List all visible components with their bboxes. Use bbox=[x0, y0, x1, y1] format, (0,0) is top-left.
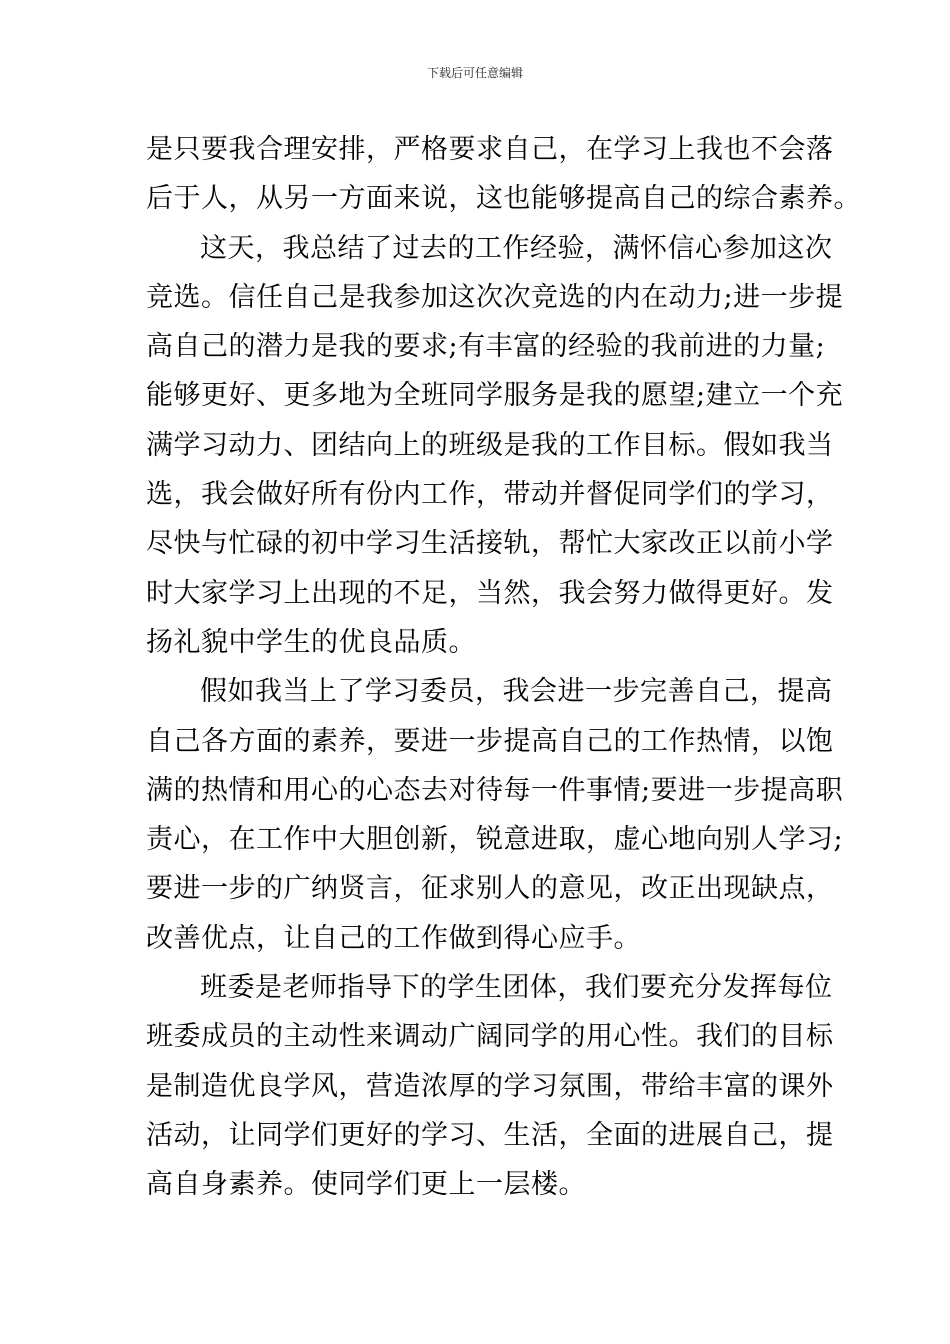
text-line: 假如我当上了学习委员，我会进一步完善自己，提高 bbox=[200, 676, 833, 708]
text-line: 时大家学习上出现的不足，当然，我会努力做得更好。发 bbox=[146, 577, 834, 609]
text-line: 责心，在工作中大胆创新，锐意进取，虚心地向别人学习; bbox=[146, 824, 844, 856]
text-line: 是只要我合理安排，严格要求自己，在学习上我也不会落 bbox=[146, 134, 834, 165]
paragraph bbox=[146, 667, 844, 963]
text-line: 活动，让同学们更好的学习、生活，全面的进展自己，提 bbox=[146, 1119, 834, 1151]
document-body bbox=[146, 125, 861, 1210]
text-line: 改善优点，让自己的工作做到得心应手。 bbox=[146, 922, 641, 954]
text-line: 后于人，从另一方面来说，这也能够提高自己的综合素养。 bbox=[146, 183, 861, 215]
text-line: 竞选。信任自己是我参加这次次竞选的内在动力;进一步提 bbox=[146, 281, 844, 313]
text-line: 要进一步的广纳贤言，征求别人的意见，改正出现缺点， bbox=[146, 873, 834, 905]
paragraph bbox=[146, 224, 844, 668]
page-header: 下载后可任意编辑 bbox=[426, 66, 523, 80]
paragraph bbox=[146, 963, 834, 1209]
text-line: 能够更好、更多地为全班同学服务是我的愿望;建立一个充 bbox=[146, 380, 844, 412]
text-line: 这天，我总结了过去的工作经验，满怀信心参加这次 bbox=[200, 232, 833, 264]
text-line: 高自身素养。使同学们更上一层楼。 bbox=[146, 1169, 586, 1201]
text-line: 满的热情和用心的心态去对待每一件事情;要进一步提高职 bbox=[146, 774, 844, 806]
text-line: 满学习动力、团结向上的班级是我的工作目标。假如我当 bbox=[146, 429, 834, 461]
text-line: 自己各方面的素养，要进一步提高自己的工作热情，以饱 bbox=[146, 725, 834, 757]
text-line: 选，我会做好所有份内工作，带动并督促同学们的学习， bbox=[146, 479, 834, 511]
text-line: 班委成员的主动性来调动广阔同学的用心性。我们的目标 bbox=[146, 1021, 834, 1053]
paragraph bbox=[146, 125, 861, 224]
text-line: 高自己的潜力是我的要求;有丰富的经验的我前进的力量; bbox=[146, 331, 826, 363]
text-line: 尽快与忙碌的初中学习生活接轨，帮忙大家改正以前小学 bbox=[146, 528, 834, 560]
text-line: 班委是老师指导下的学生团体，我们要充分发挥每位 bbox=[200, 972, 833, 1004]
text-line: 扬礼貌中学生的优良品质。 bbox=[146, 626, 476, 658]
text-line: 是制造优良学风，营造浓厚的学习氛围，带给丰富的课外 bbox=[146, 1070, 834, 1102]
